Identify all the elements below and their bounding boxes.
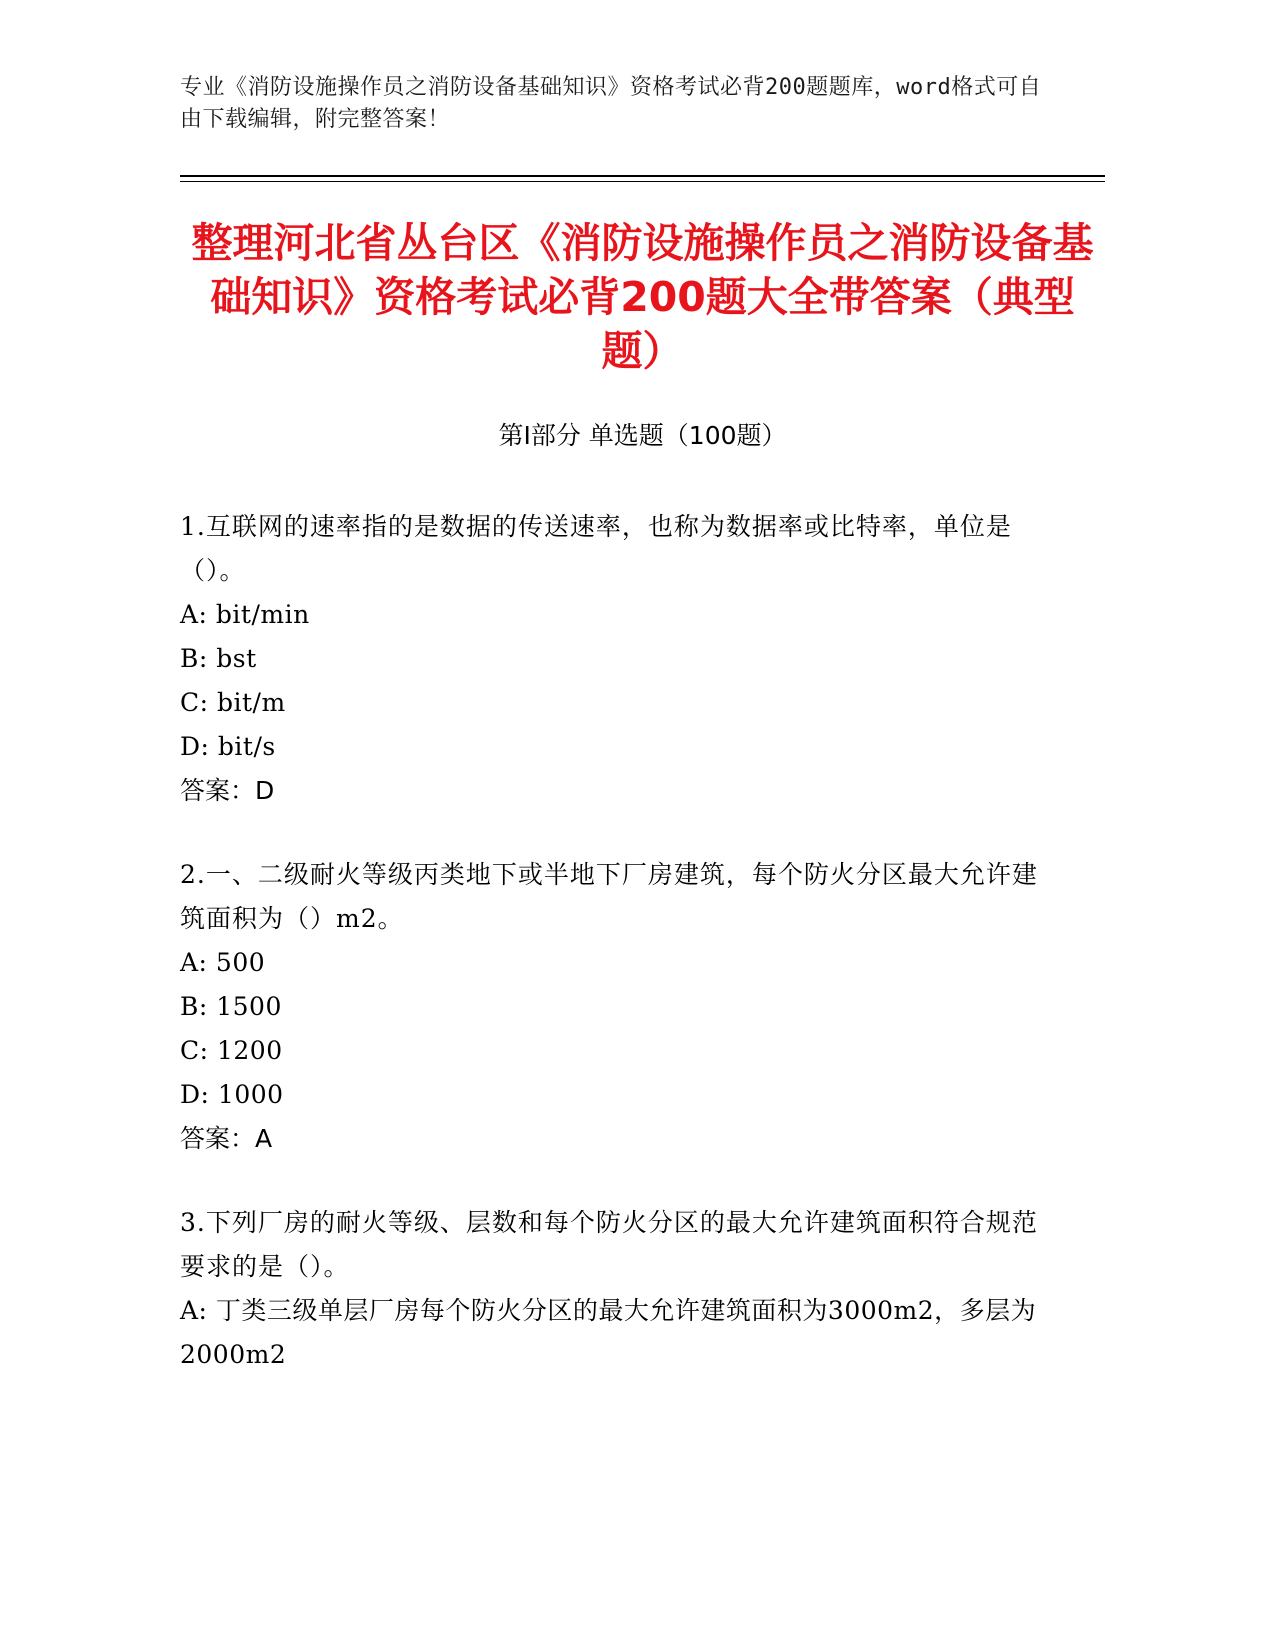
question-stem: 1.互联网的速率指的是数据的传送速率，也称为数据率或比特率，单位是（）。 [180,512,1012,585]
option-c: C: bit/m [180,688,286,717]
option-d: D: 1000 [180,1080,284,1109]
question-3 [180,1201,1040,1377]
question-stem: 3.下列厂房的耐火等级、层数和每个防火分区的最大允许建筑面积符合规范要求的是（）。 [180,1208,1038,1281]
question-1 [180,505,1040,813]
option-b: B: bst [180,644,257,673]
section-heading: 第Ⅰ部分 单选题（100题） [498,421,787,450]
header-divider-thin [180,181,1105,182]
header-note: 专业《消防设施操作员之消防设备基础知识》资格考试必背200题题库，word格式可自由下载编辑，附完整答案！ [180,75,1042,132]
question-list [180,505,1040,1417]
option-a: A: 500 [180,948,266,977]
document-title: 整理河北省丛台区《消防设施操作员之消防设备基础知识》资格考试必背200题大全带答案（典型题） [191,219,1094,375]
question-stem: 2.一、二级耐火等级丙类地下或半地下厂房建筑，每个防火分区最大允许建筑面积为（）m2。 [180,860,1038,933]
question-2 [180,853,1040,1161]
option-a: A: 丁类三级单层厂房每个防火分区的最大允许建筑面积为3000m2，多层为2000m2 [180,1296,1037,1369]
option-b: B: 1500 [180,992,282,1021]
answer: 答案：A [180,1124,273,1153]
option-a: A: bit/min [180,600,310,629]
header-divider-thick [180,175,1105,177]
option-c: C: 1200 [180,1036,283,1065]
option-d: D: bit/s [180,732,276,761]
answer: 答案：D [180,776,275,805]
